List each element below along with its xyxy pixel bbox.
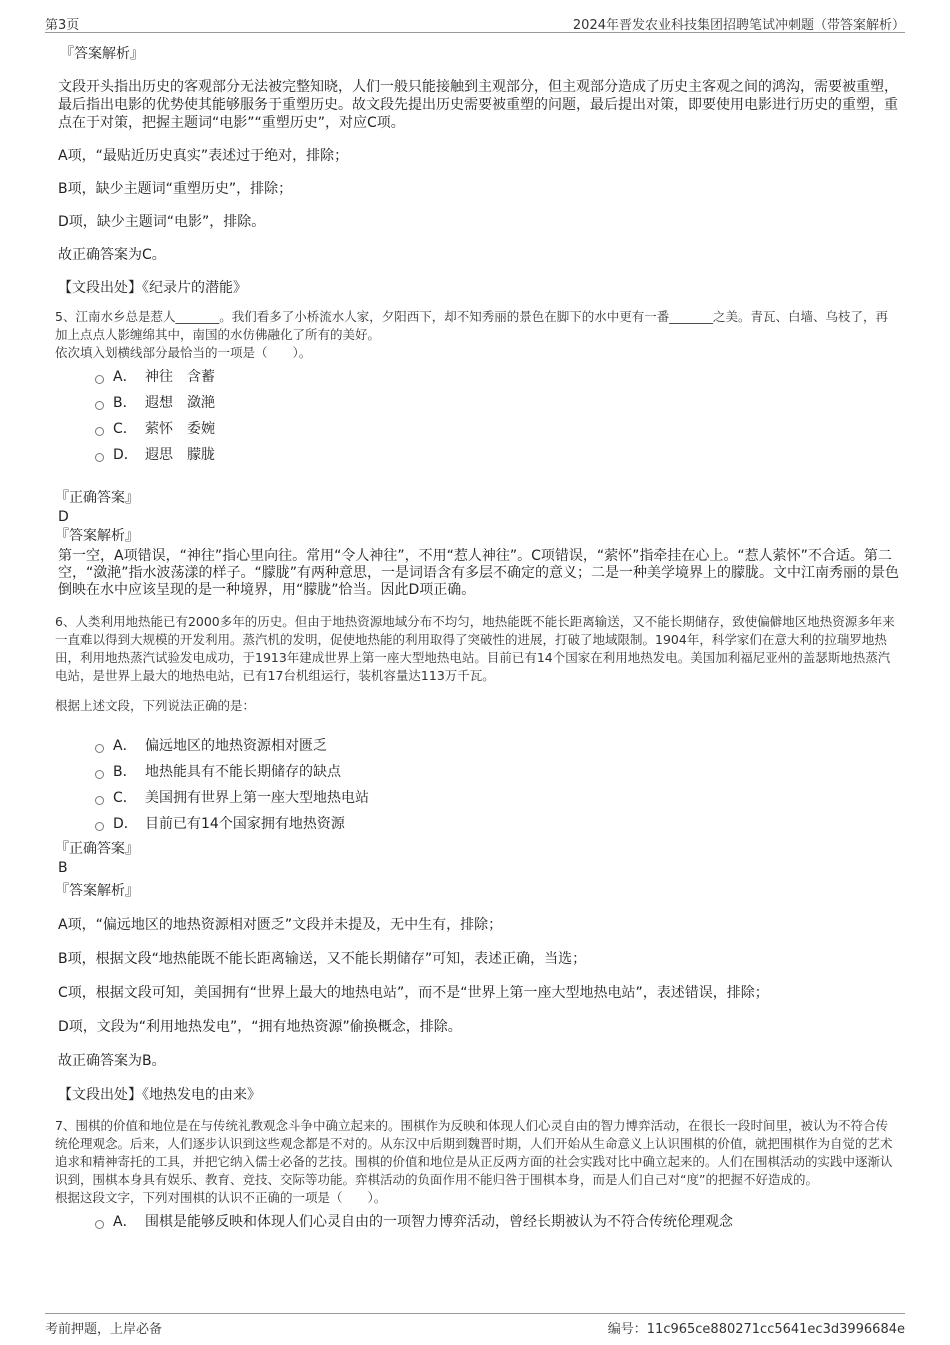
question-6 — [55, 613, 900, 1105]
q7-prompt: 根据这段文字，下列对围棋的认识不正确的一项是（ ）。 — [55, 1190, 387, 1205]
option-text: 遐想 潋滟 — [145, 395, 215, 411]
q6-analysis-line: C项，根据文段可知，美国拥有“世界上最大的地热电站”，而不是“世界上第一座大型地热电站”，表述错误，排除； — [58, 985, 769, 1001]
q6-correct-answer: B — [58, 860, 68, 876]
q6-source: 【文段出处】《地热发电的由来》 — [58, 1087, 261, 1103]
q6-conclusion: 故正确答案为B。 — [58, 1053, 166, 1069]
q6-stem: 6、人类利用地热能已有2000多年的历史。但由于地热资源地域分布不均匀，地热能既不能长距离输送，又不能长期储存，致使偏僻地区地热资源多年来一直难以得到大规模的开发利用。蒸汽机的发明，促使地热能的利用取得了突破性的进展，打破了地域限制。1904年，科学家们在意大利的拉瑞罗地热田，利用地热蒸汽试验发电成功，于1913年建成世界上第一座大型地热电站。目前已有14个国家在利用地热发电。美国加利福尼亚州的盖瑟斯地热蒸汽电站，是世界上最大的地热电站，已有17台机组运行，装机容量达113万千瓦。 — [55, 614, 895, 683]
q5-correct-answer: D — [58, 509, 69, 525]
document-code: 编号：11c965ce880271cc5641ec3d3996684e — [607, 1322, 905, 1337]
q5-stem: 5、江南水乡总是惹人_______。我们看多了小桥流水人家，夕阳西下，却不知秀丽的景色在脚下的水中更有一番_______之美。青瓦、白墙、乌枝了，再加上点点人影缠绵其中，南国的水仿佛融化了所有的美好。 — [55, 309, 888, 342]
document-title: 2024年晋发农业科技集团招聘笔试冲刺题（带答案解析） — [572, 18, 905, 33]
q4-analysis-line: B项，缺少主题词“重塑历史”，排除； — [58, 181, 293, 197]
radio-icon[interactable] — [95, 744, 104, 753]
q5-option-c[interactable]: C． 萦怀 委婉 — [95, 416, 900, 442]
footer-slogan: 考前押题，上岸必备 — [45, 1322, 163, 1337]
q6-analysis-label: 『答案解析』 — [55, 883, 139, 899]
q6-analysis-line: D项，文段为“利用地热发电”，“拥有地热资源”偷换概念，排除。 — [58, 1019, 462, 1035]
q7-stem: 7、围棋的价值和地位是在与传统礼教观念斗争中确立起来的。围棋作为反映和体现人们心灵自由的智力博弈活动，在很长一段时间里，被认为不符合传统伦理观念。后来，人们逐步认识到这些观念都是不对的。从东汉中后期到魏晋时期，人们开始从生命意义上认识围棋的价值，就把围棋作为自觉的艺术追求和精神寄托的工具，并把它纳入儒士必备的艺技。围棋的价值和地位是从正反两方面的社会实践对比中确立起来的。人们在围棋活动的实践中逐渐认识到，围棋本身具有娱乐、教育、竞技、交际等功能。弈棋活动的负面作用不能归咎于围棋本身，而是人们自己对“度”的把握不好造成的。 — [55, 1118, 893, 1187]
page-number: 第3页 — [45, 18, 80, 33]
radio-icon[interactable] — [95, 401, 104, 410]
q7-option-a[interactable]: A． 围棋是能够反映和体现人们心灵自由的一项智力博弈活动，曾经长期被认为不符合传统伦理观念 — [95, 1209, 900, 1235]
radio-icon[interactable] — [95, 796, 104, 805]
q5-prompt: 依次填入划横线部分最恰当的一项是（ ）。 — [55, 345, 312, 360]
q6-analysis-line: B项，根据文段“地热能既不能长距离输送，又不能长期储存”可知，表述正确，当选； — [58, 951, 587, 967]
q4-conclusion: 故正确答案为C。 — [58, 247, 166, 263]
radio-icon[interactable] — [95, 375, 104, 384]
radio-icon[interactable] — [95, 453, 104, 462]
q6-option-b[interactable]: B． 地热能具有不能长期储存的缺点 — [95, 759, 900, 785]
q6-analysis-line: A项，“偏远地区的地热资源相对匮乏”文段并未提及，无中生有，排除； — [58, 917, 503, 933]
q5-option-a[interactable]: A． 神往 含蓄 — [95, 364, 900, 390]
radio-icon[interactable] — [95, 822, 104, 831]
q5-option-d[interactable]: D． 遐思 朦胧 — [95, 442, 900, 468]
q4-source: 【文段出处】《纪录片的潜能》 — [58, 280, 247, 296]
q5-analysis-label: 『答案解析』 — [55, 528, 139, 544]
q5-correct-label: 『正确答案』 — [55, 490, 139, 506]
radio-icon[interactable] — [95, 1220, 104, 1229]
option-text: 目前已有14个国家拥有地热资源 — [145, 816, 345, 832]
q6-option-c[interactable]: C． 美国拥有世界上第一座大型地热电站 — [95, 785, 900, 811]
option-text: 遐思 朦胧 — [145, 447, 215, 463]
page-header — [45, 10, 905, 33]
q5-options — [95, 364, 900, 468]
q5-option-b[interactable]: B． 遐想 潋滟 — [95, 390, 900, 416]
q4-analysis-label: 『答案解析』 — [60, 46, 144, 62]
q5-analysis: 第一空，A项错误，“神往”指心里向往。常用“令人神往”，不用“惹人神往”。C项错误，“萦怀”指牵挂在心上。“惹人萦怀”不合适。第二空，“潋滟”指水波荡漾的样子。“朦胧”有两种意思，一是词语含有多层不确定的意义；二是一种美学境界上的朦胧。文中江南秀丽的景色倒映在水中应该呈现的是一种境界，用“朦胧”恰当。因此D项正确。 — [58, 548, 900, 598]
page-footer — [45, 1313, 905, 1338]
q6-options — [95, 733, 900, 837]
radio-icon[interactable] — [95, 427, 104, 436]
option-text: 神往 含蓄 — [145, 369, 215, 385]
q6-correct-label: 『正确答案』 — [55, 841, 139, 857]
option-text: 偏远地区的地热资源相对匮乏 — [145, 738, 327, 754]
q7-options — [95, 1209, 900, 1235]
option-text: 围棋是能够反映和体现人们心灵自由的一项智力博弈活动，曾经长期被认为不符合传统伦理观念 — [145, 1214, 733, 1230]
question-7 — [55, 1117, 900, 1235]
page-content — [55, 44, 900, 1235]
q4-analysis-paragraph: 文段开头指出历史的客观部分无法被完整知晓，人们一般只能接触到主观部分，但主观部分造成了历史主客观之间的鸿沟，需要被重塑，最后指出电影的优势使其能够服务于重塑历史。故文段先提出历史需要被重塑的问题，最后提出对策，即要使用电影进行历史的重塑，重点在于对策，把握主题词“电影”“重塑历史”，对应C项。 — [58, 79, 898, 131]
question-5 — [55, 308, 900, 599]
radio-icon[interactable] — [95, 770, 104, 779]
q4-analysis-line: A项，“最贴近历史真实”表述过于绝对，排除； — [58, 148, 349, 164]
q6-option-a[interactable]: A． 偏远地区的地热资源相对匮乏 — [95, 733, 900, 759]
option-text: 萦怀 委婉 — [145, 421, 215, 437]
option-text: 美国拥有世界上第一座大型地热电站 — [145, 790, 369, 806]
q4-analysis — [55, 44, 900, 298]
q6-prompt: 根据上述文段，下列说法正确的是： — [55, 698, 256, 713]
q4-analysis-line: D项，缺少主题词“电影”，排除。 — [58, 214, 266, 230]
q6-option-d[interactable]: D． 目前已有14个国家拥有地热资源 — [95, 811, 900, 837]
option-text: 地热能具有不能长期储存的缺点 — [145, 764, 341, 780]
